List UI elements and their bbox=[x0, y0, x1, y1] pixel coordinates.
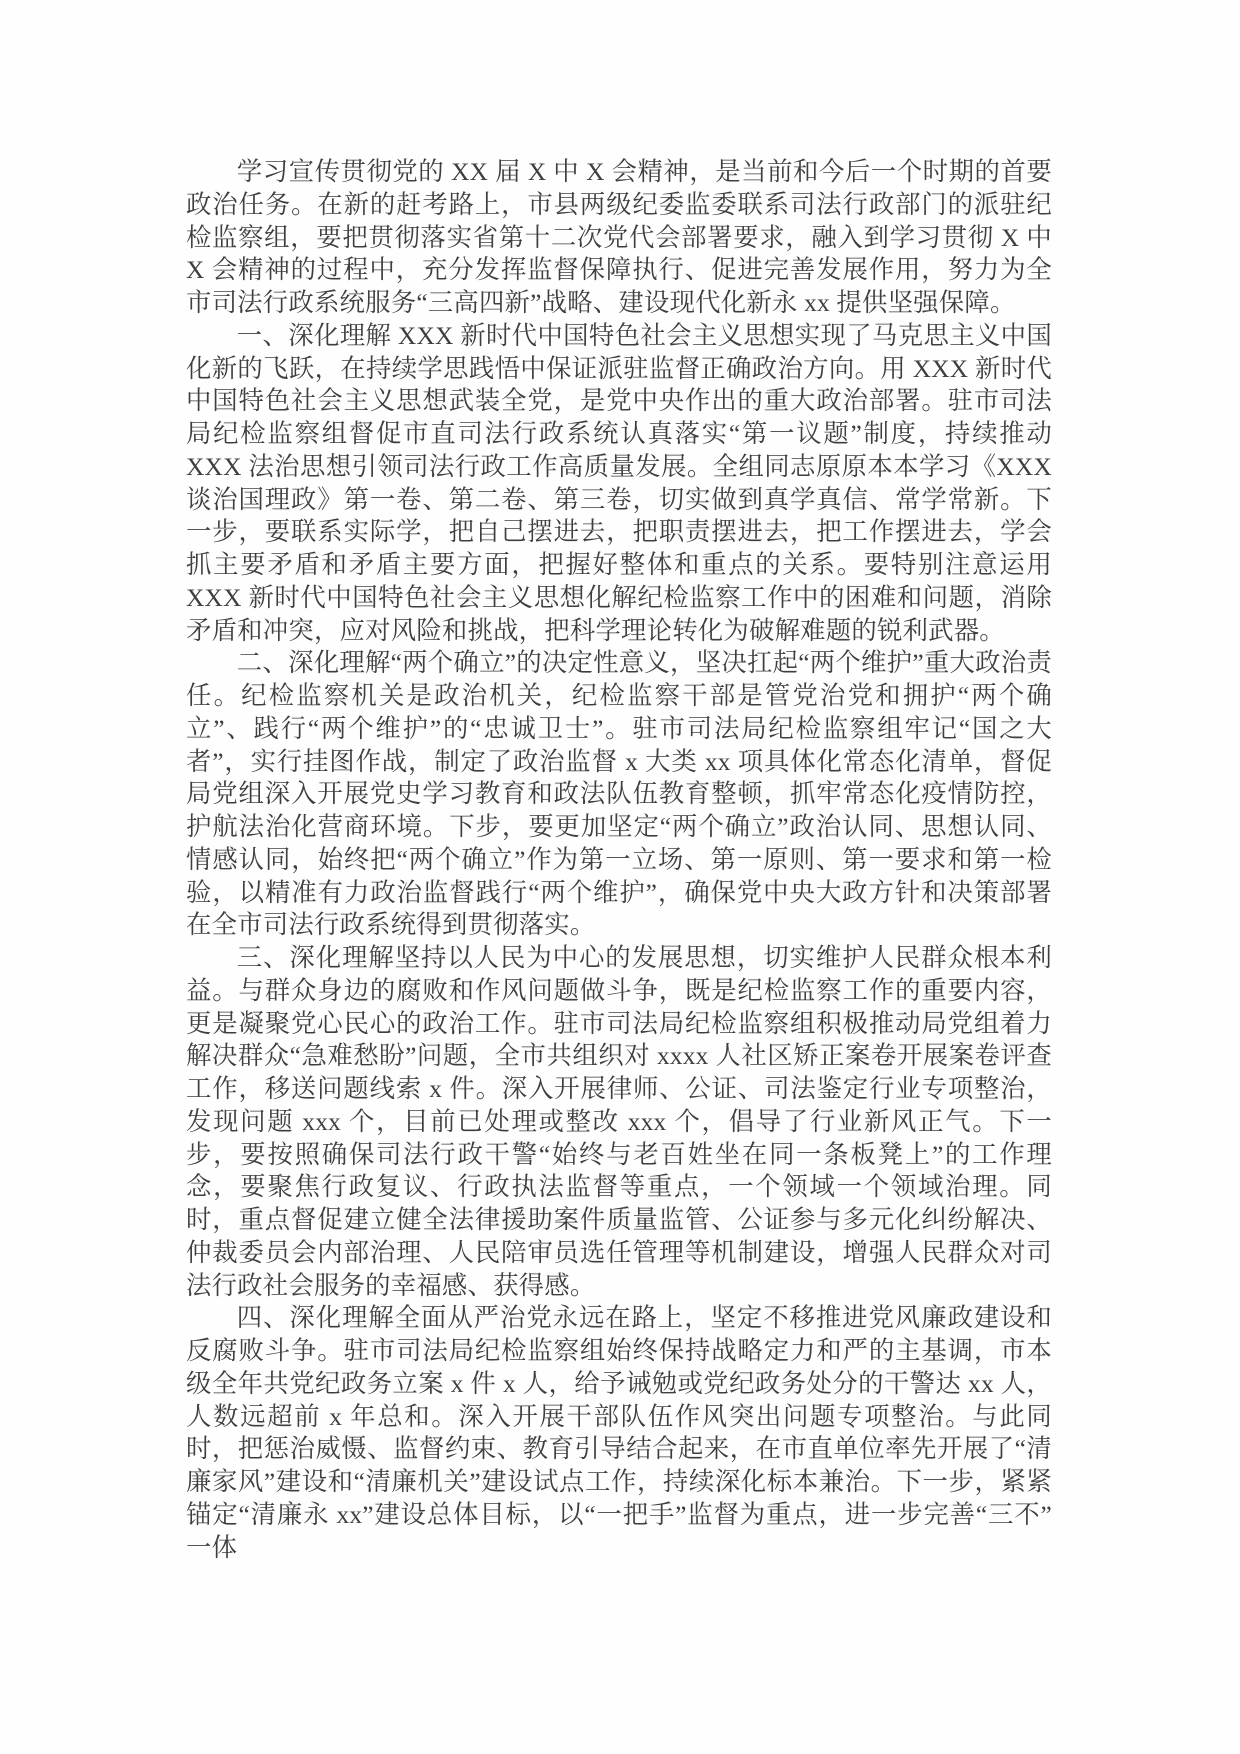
paragraph-section-1: 一、深化理解 XXX 新时代中国特色社会主义思想实现了马克思主义中国化新的飞跃，在持续学思践悟中保证派驻监督正确政治方向。用 XXX 新时代中国特色社会主义思想武装全党，是党中央作出的重大政治部署。驻市司法局纪检监察组督促市直司法行政系统认真落实“第一议题”制度，持续推动 XXX 法治思想引领司法行政工作高质量发展。全组同志原原本本学习《XXX 谈治国理政》第一卷、第二卷、第三卷，切实做到真学真信、常学常新。下一步，要联系实际学，把自己摆进去，把职责摆进去，把工作摆进去，学会抓主要矛盾和矛盾主要方面，把握好整体和重点的关系。要特别注意运用 XXX 新时代中国特色社会主义思想化解纪检监察工作中的困难和问题，消除矛盾和冲突，应对风险和挑战，把科学理论转化为破解难题的锐利武器。 bbox=[186, 321, 1052, 645]
paragraph-section-4: 四、深化理解全面从严治党永远在路上，坚定不移推进党风廉政建设和反腐败斗争。驻市司法局纪检监察组始终保持战略定力和严的主基调，市本级全年共党纪政务立案 x 件 x 人，给予诫勉或党纪政务处分的干警达 xx 人，人数远超前 x 年总和。深入开展干部队伍作风突出问题专项整治。与此同时，把惩治威慑、监督约束、教育引导结合起来，在市直单位率先开展了“清廉家风”建设和“清廉机关”建设试点工作，持续深化标本兼治。下一步，紧紧锚定“清廉永 xx”建设总体目标，以“一把手”监督为重点，进一步完善“三不”一体 bbox=[186, 1304, 1052, 1562]
paragraph-intro: 学习宣传贯彻党的 XX 届 X 中 X 会精神，是当前和今后一个时期的首要政治任务。在新的赶考路上，市县两级纪委监委联系司法行政部门的派驻纪检监察组，要把贯彻落实省第十二次党代会部署要求，融入到学习贯彻 X 中 X 会精神的过程中，充分发挥监督保障执行、促进完善发展作用，努力为全市司法行政系统服务“三高四新”战略、建设现代化新永 xx 提供坚强保障。 bbox=[186, 158, 1052, 317]
paragraph-section-3: 三、深化理解坚持以人民为中心的发展思想，切实维护人民群众根本利益。与群众身边的腐败和作风问题做斗争，既是纪检监察工作的重要内容，更是凝聚党心民心的政治工作。驻市司法局纪检监察组积极推动局党组着力解决群众“急难愁盼”问题，全市共组织对 xxxx 人社区矫正案卷开展案卷评查工作，移送问题线索 x 件。深入开展律师、公证、司法鉴定行业专项整治，发现问题 xxx 个，目前已处理或整改 xxx 个，倡导了行业新风正气。下一步，要按照确保司法行政干警“始终与老百姓坐在同一条板凳上”的工作理念，要聚焦行政复议、行政执法监督等重点，一个领域一个领域治理。同时，重点督促建立健全法律援助案件质量监管、公证参与多元化纠纷解决、仲裁委员会内部治理、人民陪审员选任管理等机制建设，增强人民群众对司法行政社会服务的幸福感、获得感。 bbox=[186, 944, 1052, 1300]
document-body bbox=[186, 156, 1052, 1564]
paragraph-section-2: 二、深化理解“两个确立”的决定性意义，坚决扛起“两个维护”重大政治责任。纪检监察机关是政治机关，纪检监察干部是管党治党和拥护“两个确立”、践行“两个维护”的“忠诚卫士”。驻市司法局纪检监察组牢记“国之大者”，实行挂图作战，制定了政治监督 x 大类 xx 项具体化常态化清单，督促局党组深入开展党史学习教育和政法队伍教育整顿，抓牢常态化疫情防控，护航法治化营商环境。下步，要更加坚定“两个确立”政治认同、思想认同、情感认同，始终把“两个确立”作为第一立场、第一原则、第一要求和第一检验，以精准有力政治监督践行“两个维护”，确保党中央大政方针和决策部署在全市司法行政系统得到贯彻落实。 bbox=[186, 649, 1052, 940]
